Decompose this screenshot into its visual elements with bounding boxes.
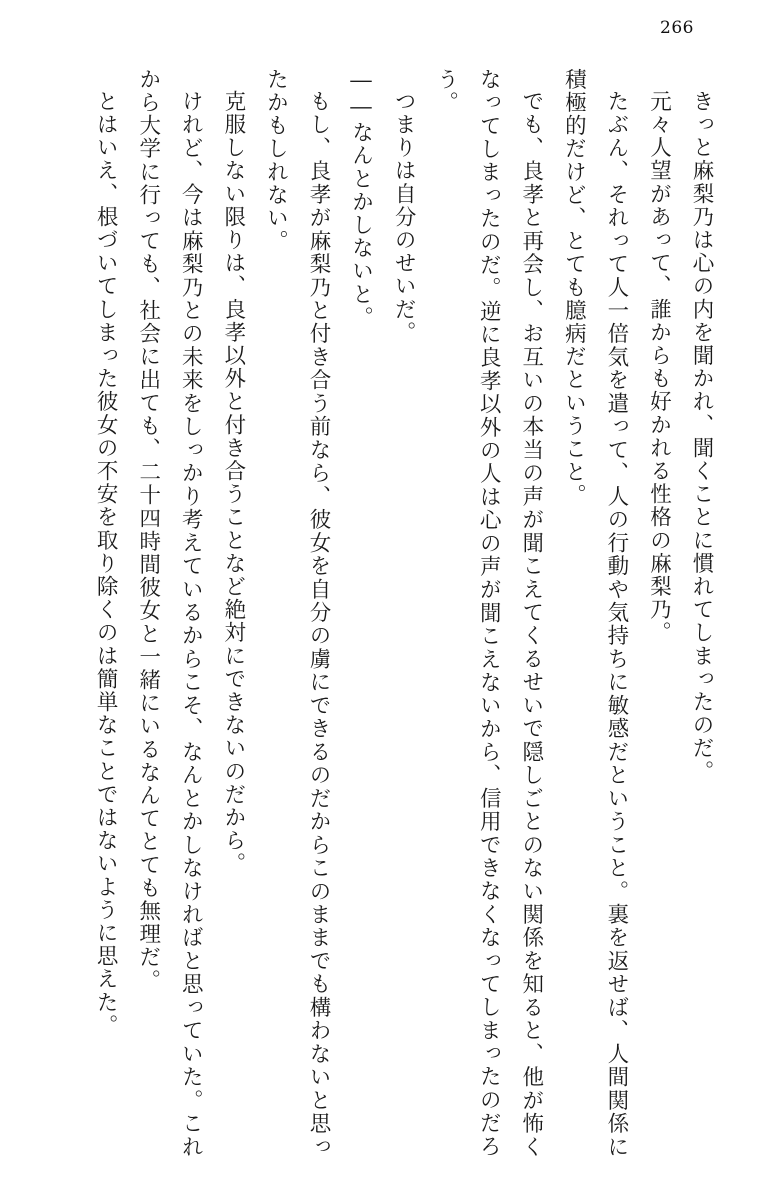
paragraph: もし、良孝が麻梨乃と付き合う前なら、彼女を自分の虜にできるのだからこのままでも構わないと思ったかもしれない。 bbox=[263, 68, 331, 1158]
paragraph: 元々人望があって、誰からも好かれる性格の麻梨乃。 bbox=[646, 89, 672, 644]
paragraph: ――なんとかしないと。 bbox=[348, 68, 374, 330]
paragraph: けれど、今は麻梨乃との未来をしっかり考えているからこそ、なんとかしなければと思っていた。これから大学に行っても、社会に出ても、二十四時間彼女と一緒にいるなんてとても無理だ。 bbox=[135, 68, 204, 1158]
paragraph: きっと麻梨乃は心の内を聞かれ、聞くことに慣れてしまったのだ。 bbox=[689, 89, 714, 783]
paragraph: つまりは自分のせいだ。 bbox=[391, 89, 417, 344]
paragraph: でも、良孝と再会し、お互いの本当の声が聞こえてくるせいで隠しごとのない関係を知ると、他が怖くなってしまったのだ。逆に良孝以外の人は心の声が聞こえないから、信用できなくなってしまったのだろう。 bbox=[433, 68, 544, 1158]
paragraph: とはいえ、根づいてしまった彼女の不安を取り除くのは簡単なことではないように思えた。 bbox=[93, 89, 119, 1037]
body-text bbox=[50, 68, 722, 1158]
paragraph: 克服しない限りは、良孝以外と付き合うことなど絶対にできないのだから。 bbox=[220, 89, 246, 875]
page-number: 266 bbox=[660, 18, 694, 38]
paragraph: たぶん、それって人一倍気を遣って、人の行動や気持ちに敏感だということ。裏を返せば、人間関係に積極的だけど、とても臆病だということ。 bbox=[561, 68, 629, 1158]
